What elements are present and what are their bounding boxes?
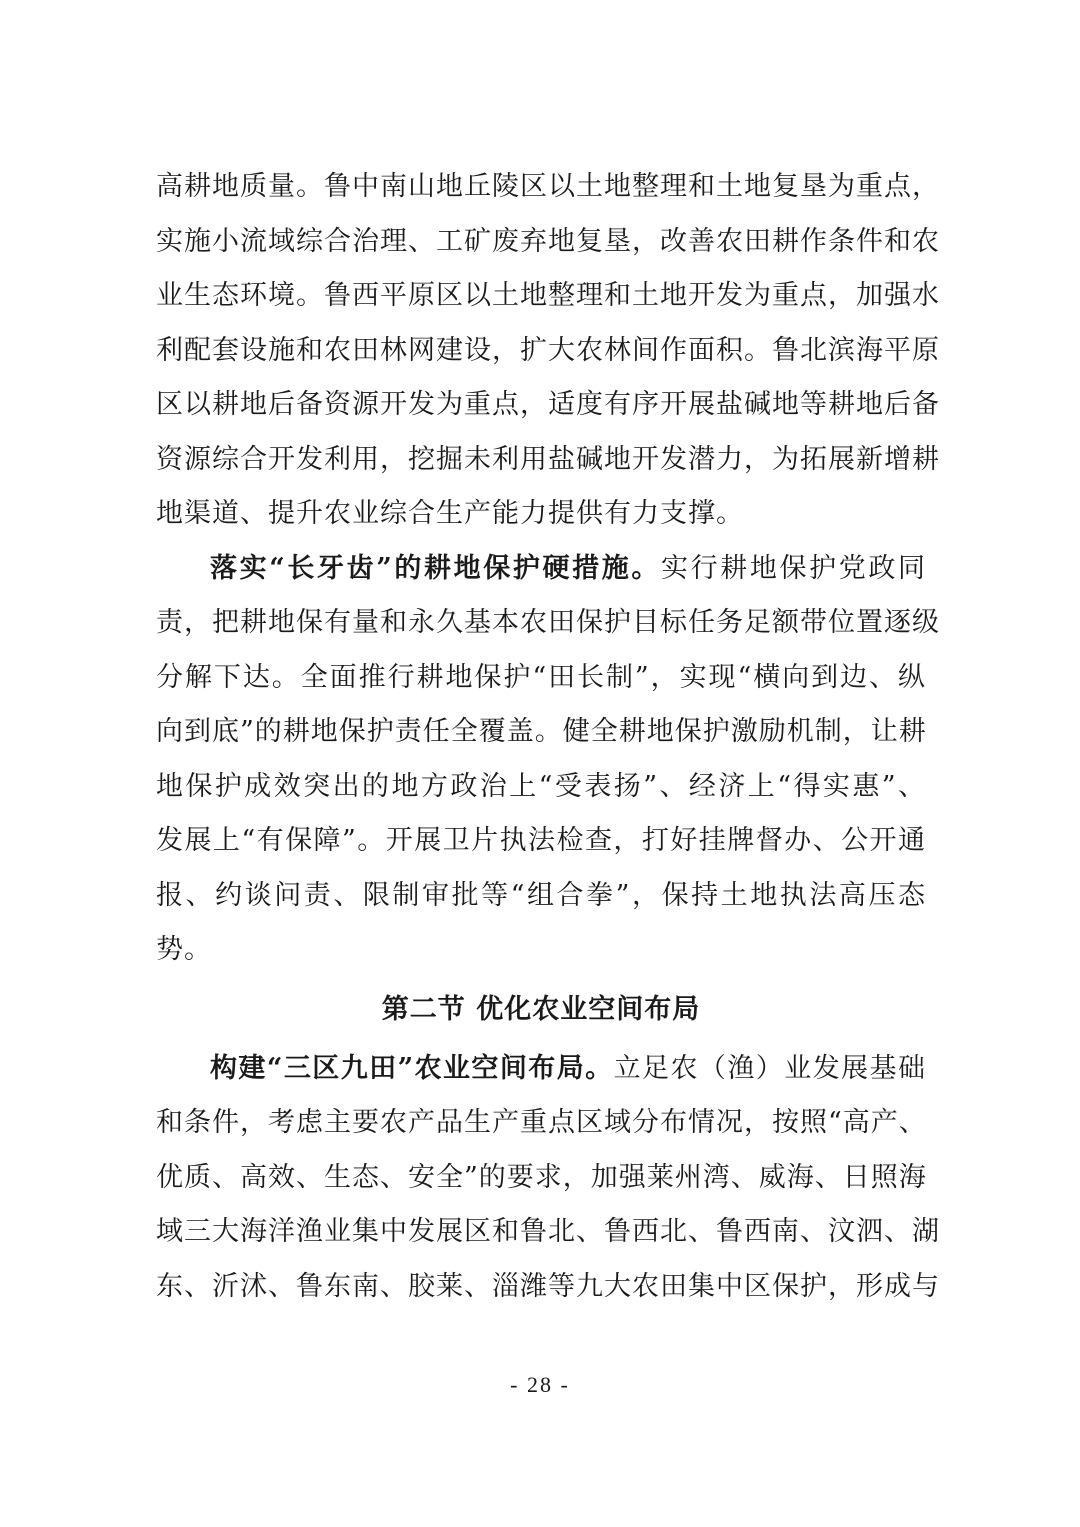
text-line: 地渠道、提升农业综合生产能力提供有力支撑。 [156,498,744,529]
paragraph-first-line-rest: 实行耕地保护党政同 [661,552,927,584]
paragraph-first-line [156,542,926,597]
text-line: 利配套设施和农田林网建设，扩大农林间作面积。鲁北滨海平原 [156,334,940,366]
text-line: 发展上“有保障”。开展卫片执法检查，打好挂牌督办、公开通 [156,825,926,856]
text-line: 资源综合开发利用，挖掘未利用盐碱地开发潜力，为拓展新增耕 [156,443,940,475]
paragraph-lead: 构建“三区九田”农业空间布局。 [210,1052,614,1084]
paragraph-first-line [156,1042,926,1097]
text-line: 域三大海洋渔业集中发展区和鲁北、鲁西北、鲁西南、汶泗、湖 [156,1216,940,1247]
paragraph-lead: 落实“长牙齿”的耕地保护硬措施。 [210,552,662,584]
paragraph-3 [156,1042,940,1315]
text-line: 高耕地质量。鲁中南山地丘陵区以土地整理和土地复垦为重点， [156,171,940,202]
text-line: 分解下达。全面推行耕地保护“田长制”，实现“横向到边、纵 [156,661,926,693]
paragraph-1 [156,160,940,542]
text-line: 和条件，考虑主要农产品生产重点区域分布情况，按照“高产、 [156,1107,927,1138]
paragraph-first-line-rest: 立足农（渔）业发展基础 [613,1052,926,1084]
text-line: 地保护成效突出的地方政治上“受表扬”、经济上“得实惠”、 [156,770,926,802]
document-page [156,160,940,1314]
text-line: 责，把耕地保有量和永久基本农田保护目标任务足额带位置逐级 [156,607,940,638]
text-line: 区以耕地后备资源开发为重点，适度有序开展盐碱地等耕地后备 [156,389,940,420]
text-line: 实施小流域综合治理、工矿废弃地复垦，改善农田耕作条件和农 [156,225,940,257]
text-line: 优质、高效、生态、安全”的要求，加强莱州湾、威海、日照海 [156,1161,927,1193]
paragraph-2 [156,542,940,978]
section-heading: 第二节 优化农业空间布局 [381,993,701,1025]
text-line: 业生态环境。鲁西平原区以土地整理和土地开发为重点，加强水 [156,280,940,311]
page-number: - 28 - [510,1372,570,1397]
text-line: 东、沂沭、鲁东南、胶莱、淄潍等九大农田集中区保护，形成与 [156,1270,940,1302]
text-line: 报、约谈问责、限制审批等“组合拳”，保持土地执法高压态 [156,879,926,911]
text-line: 势。 [156,934,212,965]
text-line: 向到底”的耕地保护责任全覆盖。健全耕地保护激励机制，让耕 [156,716,927,747]
